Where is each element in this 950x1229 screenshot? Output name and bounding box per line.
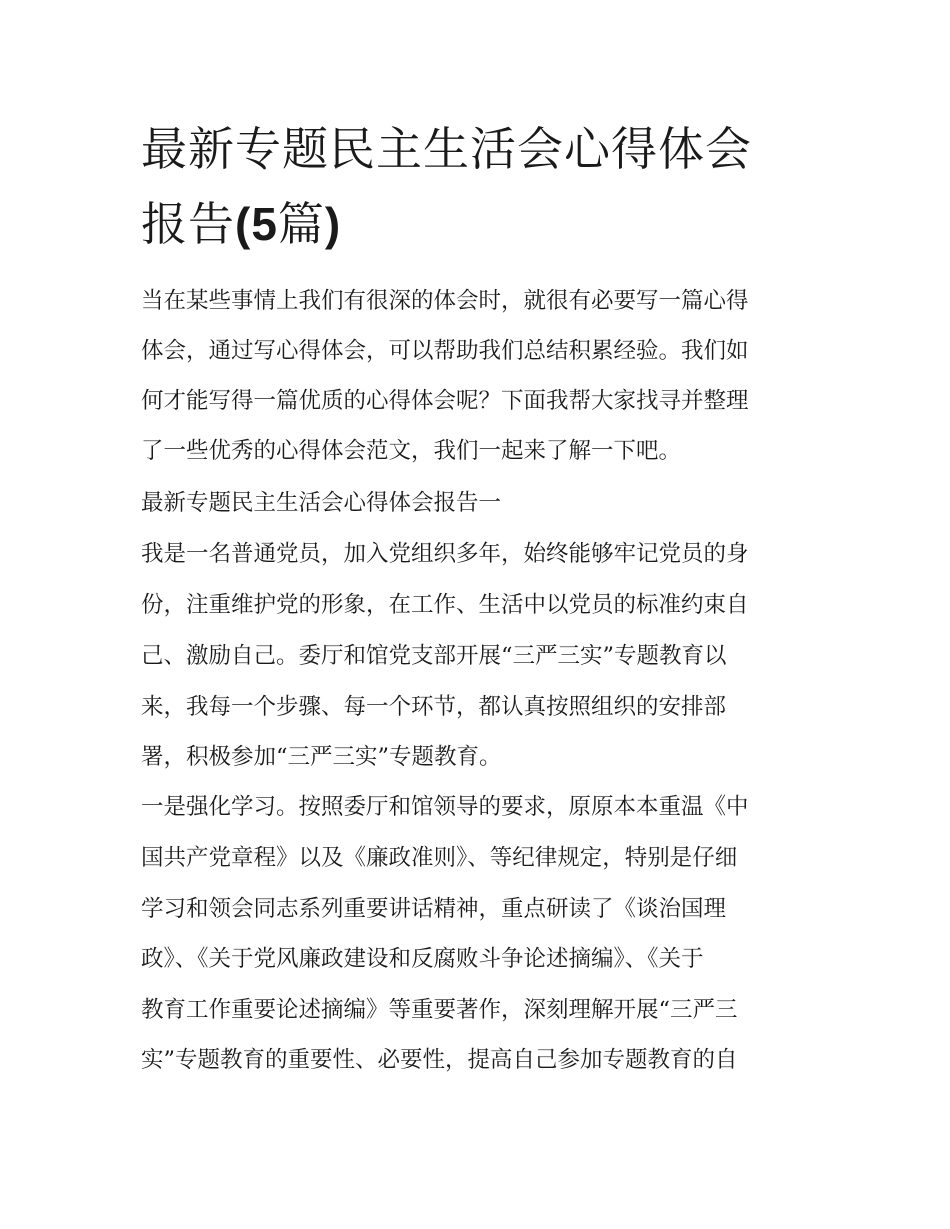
document-title	[141, 112, 821, 262]
body-line: 了一些优秀的心得体会范文，我们一起来了解一下吧。	[141, 438, 682, 464]
title-count-close: )	[324, 198, 342, 250]
body-line: 我是一名普通党员，加入党组织多年，始终能够牢记党员的身	[141, 541, 749, 567]
body-line: 教育工作重要论述摘编》等重要著作，深刻理解开展“三严三	[141, 997, 738, 1023]
body-line: 份，注重维护党的形象，在工作、生活中以党员的标准约束自	[141, 592, 749, 618]
body-line: 政》、《关于党风廉政建设和反腐败斗争论述摘编》、《关于	[141, 946, 704, 972]
body-line: 一是强化学习。按照委厅和馆领导的要求，原原本本重温《中	[141, 794, 749, 820]
title-line-1: 最新专题民主生活会心得体会	[141, 122, 752, 176]
body-line: 己、激励自己。委厅和馆党支部开展“三严三实”专题教育以	[141, 643, 727, 669]
section-heading: 最新专题民主生活会心得体会报告一	[141, 490, 502, 516]
body-line: 体会，通过写心得体会，可以帮助我们总结积累经验。我们如	[141, 338, 749, 364]
body-line: 国共产党章程》以及《廉政准则》、等纪律规定，特别是仔细	[141, 845, 738, 871]
body-line: 署，积极参加“三严三实”专题教育。	[141, 744, 502, 770]
body-line: 当在某些事情上我们有很深的体会时，就很有必要写一篇心得	[141, 288, 749, 314]
title-count-unit: 篇	[277, 197, 325, 251]
body-line: 实”专题教育的重要性、必要性，提高自己参加专题教育的自	[141, 1047, 738, 1073]
body-line: 来，我每一个步骤、每一个环节，都认真按照组织的安排部	[141, 694, 727, 720]
body-line: 学习和领会同志系列重要讲话精神，重点研读了《谈治国理	[141, 896, 727, 922]
title-line-2-text: 报告	[141, 197, 235, 251]
title-count-open: (5	[235, 198, 278, 250]
body-line: 何才能写得一篇优质的心得体会呢？下面我帮大家找寻并整理	[141, 388, 749, 414]
